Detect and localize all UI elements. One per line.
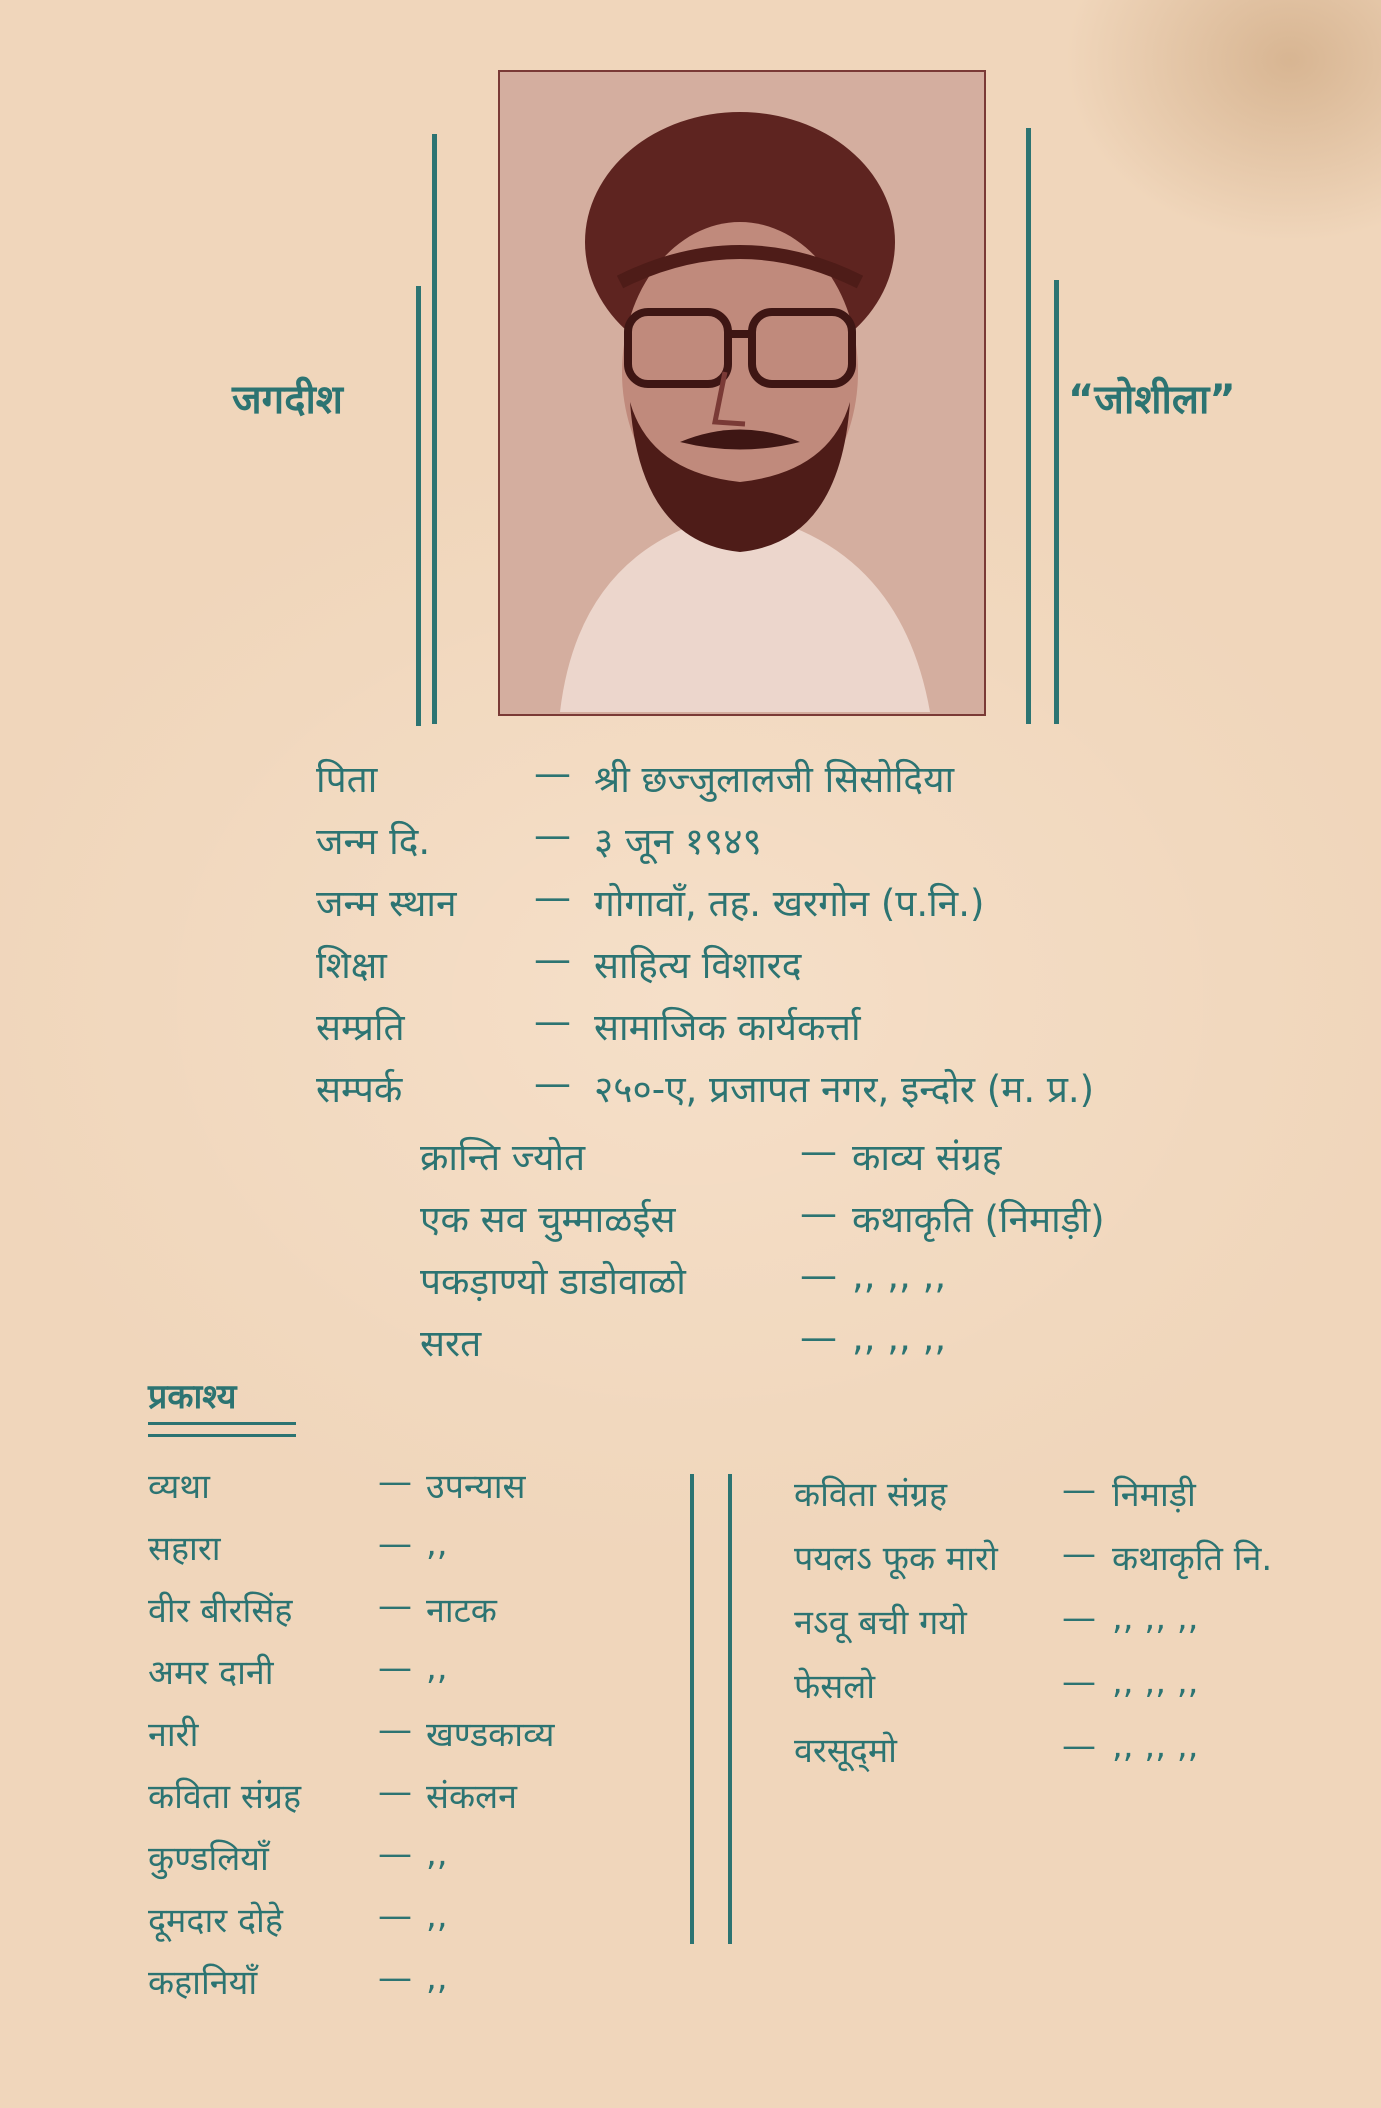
upcoming-title: पयलऽ फूक मारो (794, 1539, 998, 1579)
upcoming-title: नऽवू बची गयो (794, 1603, 967, 1643)
work-type: काव्य संग्रह (852, 1136, 1002, 1179)
work-title: एक सव चुम्माळईस (420, 1198, 676, 1241)
upcoming-type: ,, (426, 1524, 448, 1564)
bio-label: शिक्षा (316, 944, 387, 987)
left-rule-inner (416, 286, 421, 726)
upcoming-dash: — (1062, 1726, 1096, 1766)
publication-heading: प्रकाश्य (148, 1377, 237, 1417)
work-title: क्रान्ति ज्योत (420, 1136, 586, 1179)
upcoming-dash: — (378, 1958, 412, 1998)
upcoming-type: नाटक (426, 1591, 497, 1631)
upcoming-title: सहारा (148, 1529, 221, 1569)
upcoming-dash: — (378, 1710, 412, 1750)
upcoming-type: ,, ,, ,, (1112, 1598, 1199, 1638)
right-rule-outer (1026, 128, 1031, 724)
work-title: पकड़ाण्यो डाडोवाळो (420, 1260, 686, 1303)
bio-label: सम्प्रति (316, 1006, 405, 1049)
upcoming-type: ,, (426, 1834, 448, 1874)
bio-dash: — (534, 938, 571, 981)
work-dash: — (800, 1254, 837, 1297)
upcoming-title: कविता संग्रह (148, 1777, 302, 1817)
upcoming-dash: — (378, 1772, 412, 1812)
work-type: कथाकृति (निमाड़ी) (852, 1198, 1105, 1241)
upcoming-dash: — (1062, 1662, 1096, 1702)
bio-dash: — (534, 814, 571, 857)
heading-underline-bottom (148, 1434, 296, 1437)
work-dash: — (800, 1130, 837, 1173)
publication-divider-right (728, 1474, 732, 1944)
upcoming-title: कुण्डलियाँ (148, 1839, 269, 1879)
upcoming-type: ,, ,, ,, (1112, 1662, 1199, 1702)
upcoming-type: उपन्यास (426, 1467, 526, 1507)
upcoming-type: कथाकृति नि. (1112, 1539, 1273, 1579)
upcoming-dash: — (1062, 1598, 1096, 1638)
author-first-name: जगदीश (232, 377, 343, 423)
upcoming-title: वीर बीरसिंह (148, 1591, 293, 1631)
upcoming-type: निमाड़ी (1112, 1475, 1196, 1515)
upcoming-title: व्यथा (148, 1467, 210, 1507)
upcoming-dash: — (378, 1896, 412, 1936)
upcoming-title: वरसूद्‌मो (794, 1731, 897, 1771)
work-dash: — (800, 1192, 837, 1235)
bio-value: साहित्य विशारद (594, 944, 802, 987)
author-portrait (498, 70, 986, 716)
upcoming-title: कहानियाँ (148, 1963, 258, 2003)
upcoming-title: दूमदार दोहे (148, 1901, 283, 1941)
upcoming-dash: — (378, 1834, 412, 1874)
work-title: सरत (420, 1322, 482, 1365)
upcoming-title: अमर दानी (148, 1653, 274, 1693)
bio-label: जन्म दि. (316, 820, 431, 863)
right-rule-inner (1054, 280, 1059, 724)
bio-value: सामाजिक कार्यकर्त्ता (594, 1006, 861, 1049)
upcoming-type: खण्डकाव्य (426, 1715, 555, 1755)
upcoming-dash: — (1062, 1534, 1096, 1574)
bio-label: पिता (316, 758, 378, 801)
upcoming-type: ,, (426, 1896, 448, 1936)
bio-label: जन्म स्थान (316, 882, 457, 925)
author-pen-name: “जोशीला” (1068, 377, 1236, 423)
upcoming-dash: — (1062, 1470, 1096, 1510)
upcoming-title: कविता संग्रह (794, 1475, 948, 1515)
bio-dash: — (534, 752, 571, 795)
bio-label: सम्पर्क (316, 1068, 403, 1111)
left-rule-outer (432, 134, 437, 724)
bio-value: २५०-ए, प्रजापत नगर, इन्दोर (म. प्र.) (594, 1068, 1095, 1111)
bio-dash: — (534, 1000, 571, 1043)
upcoming-dash: — (378, 1462, 412, 1502)
heading-underline-top (148, 1422, 296, 1425)
work-dash: — (800, 1316, 837, 1359)
bio-value: श्री छज्जुलालजी सिसोदिया (594, 758, 955, 801)
bio-dash: — (534, 1062, 571, 1105)
bio-value: ३ जून १९४९ (594, 820, 762, 863)
upcoming-title: फेसलो (794, 1667, 876, 1707)
upcoming-title: नारी (148, 1715, 199, 1755)
work-type: ,, ,, ,, (852, 1316, 947, 1359)
upcoming-type: संकलन (426, 1777, 518, 1817)
publication-divider-left (690, 1474, 694, 1944)
upcoming-dash: — (378, 1648, 412, 1688)
upcoming-type: ,, (426, 1648, 448, 1688)
bio-value: गोगावाँ, तह. खरगोन (प.नि.) (594, 882, 985, 925)
portrait-illustration (500, 72, 984, 714)
upcoming-dash: — (378, 1586, 412, 1626)
upcoming-type: ,, (426, 1958, 448, 1998)
upcoming-type: ,, ,, ,, (1112, 1726, 1199, 1766)
work-type: ,, ,, ,, (852, 1254, 947, 1297)
upcoming-dash: — (378, 1524, 412, 1564)
bio-dash: — (534, 876, 571, 919)
